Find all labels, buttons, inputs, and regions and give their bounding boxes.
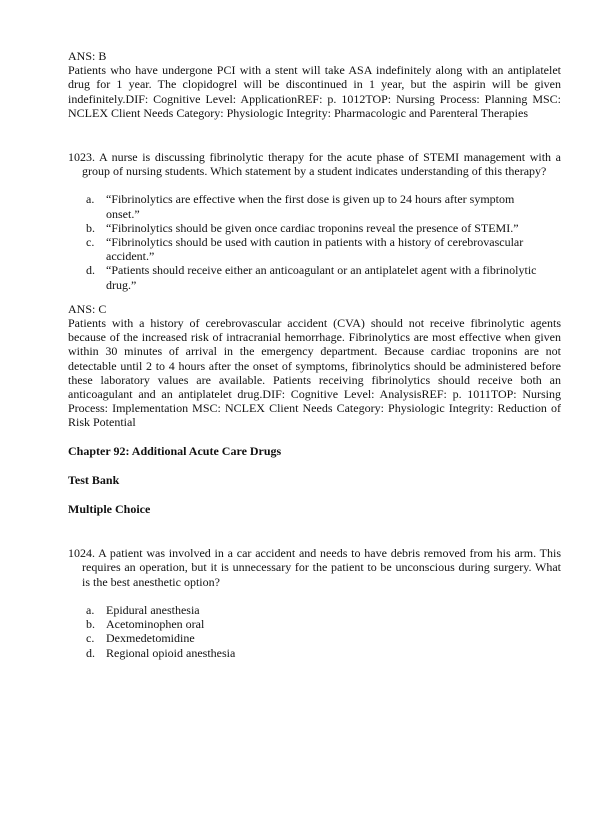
question-1024-stem: 1024. A patient was involved in a car accident and needs to have debris removed from his arm. This requires an operation, but it is unnecessary for the patient to be unconscious during surgery. What is the best anesthetic option? xyxy=(68,546,561,589)
document-page xyxy=(68,49,561,660)
test-bank-heading: Test Bank xyxy=(68,472,120,487)
option-d: d. Regional opioid anesthesia xyxy=(86,645,236,660)
rationale-prev: Patients who have undergone PCI with a stent will take ASA indefinitely along with an antiplatelet drug for 1 year. The clopidogrel will be discontinued in 1 year, but the aspirin will be given indefinitely.DIF: Cognitive Level: ApplicationREF: p. 1012TOP: Nursing Process: Planning MSC: NCLEX Client Needs Category: Physiologic Integrity: Pharmacologic and Parenteral Therapies xyxy=(68,63,561,120)
option-a: a. “Fibrinolytics are effective when the first dose is given up to 24 hours after symptom onset.” xyxy=(86,192,515,221)
question-1024-options xyxy=(68,603,561,660)
answer-key-1023: ANS: C xyxy=(68,301,107,316)
rationale-1023: Patients with a history of cerebrovascular accident (CVA) should not receive fibrinolytic agents because of the increased risk of intracranial hemorrhage. Fibrinolytics are most effective when given within 30 minutes of arrival in the emergency department. Because cardiac troponins are not detectable until 2 to 4 hours after the onset of symptoms, fibrinolytics should be administered before these laboratory values are available. Patients receiving fibrinolytics should receive both an anticoagulant and an antiplatelet drug.DIF: Cognitive Level: AnalysisREF: p. 1011TOP: Nursing Process: Implementation MSC: NCLEX Client Needs Category: Physiologic Integrity: Reduction of Risk Potential xyxy=(68,316,561,430)
question-1023-stem: 1023. A nurse is discussing fibrinolytic therapy for the acute phase of STEMI management with a group of nursing students. Which statement by a student indicates understanding of this therapy? xyxy=(68,150,561,179)
chapter-title: Chapter 92: Additional Acute Care Drugs xyxy=(68,443,282,458)
option-b: b. Acetominophen oral xyxy=(86,617,205,632)
option-c: c. “Fibrinolytics should be used with caution in patients with a history of cerebrovascular accident.” xyxy=(86,235,524,264)
option-b: b. “Fibrinolytics should be given once cardiac troponins reveal the presence of STEMI.” xyxy=(86,220,519,235)
option-a: a. Epidural anesthesia xyxy=(86,602,200,617)
section-heading: Multiple Choice xyxy=(68,502,151,517)
answer-key-prev: ANS: B xyxy=(68,49,107,63)
question-1023-options xyxy=(68,192,561,291)
option-c: c. Dexmedetomidine xyxy=(86,631,195,646)
option-d: d. “Patients should receive either an anticoagulant or an antiplatelet agent with a fibrinolytic drug.” xyxy=(86,263,537,292)
